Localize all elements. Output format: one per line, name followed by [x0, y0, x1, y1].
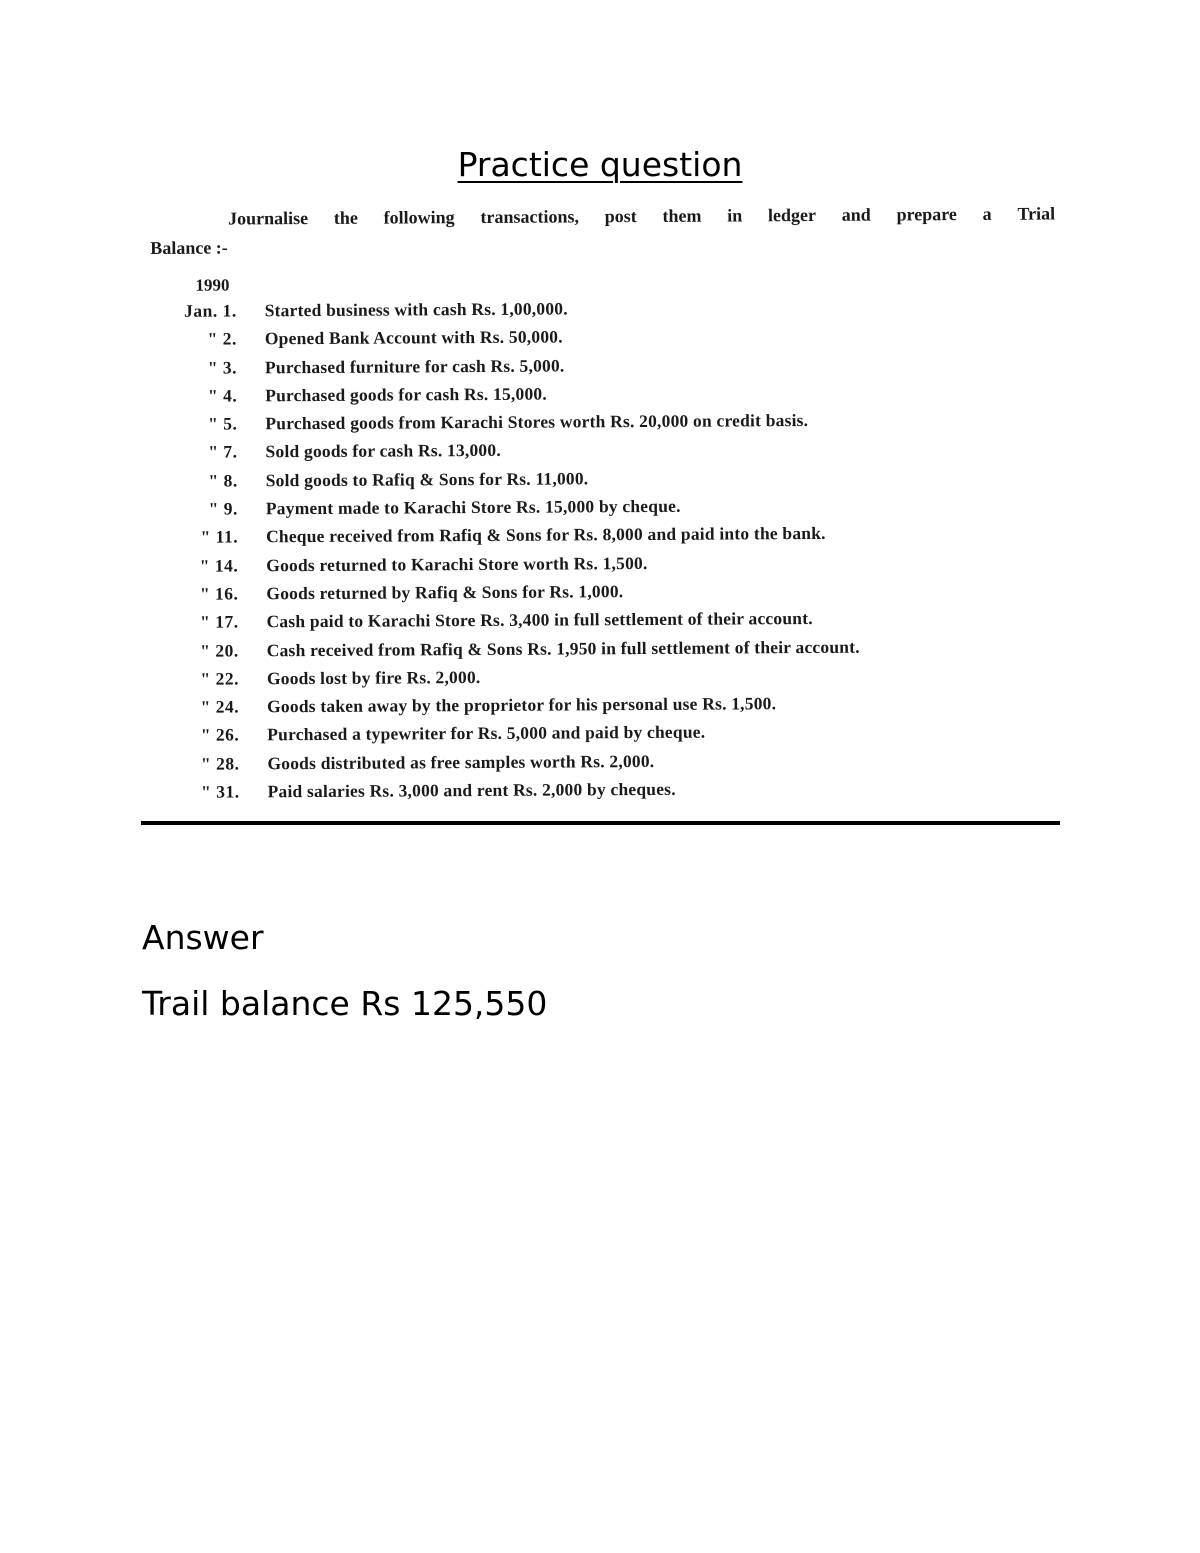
transaction-date: " 9. — [208, 498, 238, 519]
transaction-date: " 26. — [200, 724, 240, 746]
transaction-description: Opened Bank Account with Rs. 50,000. — [264, 326, 563, 349]
transaction-description: Purchased a typewriter for Rs. 5,000 and paid by cheque. — [267, 722, 706, 745]
transaction-date: " 31. — [201, 781, 240, 802]
transaction-list — [151, 295, 1059, 810]
transaction-date: " 5. — [208, 413, 238, 434]
transaction-description: Cash received from Rafiq & Sons Rs. 1,950 in full settlement of their account. — [266, 636, 860, 660]
transaction-date: " 8. — [208, 470, 238, 491]
instruction-word: in — [727, 205, 743, 226]
instruction-word: the — [333, 207, 358, 228]
transaction-description: Payment made to Karachi Store Rs. 15,000 by cheque. — [265, 495, 681, 519]
transaction-date: " 28. — [200, 753, 240, 774]
instruction-word: and — [841, 204, 871, 225]
transaction-description: Goods returned by Rafiq & Sons for Rs. 1,000. — [266, 581, 624, 604]
transaction-date: " 2. — [207, 328, 237, 349]
instruction-word: transactions, — [480, 206, 579, 227]
section-divider — [141, 821, 1060, 825]
transaction-date: " 20. — [200, 640, 239, 661]
instruction-line-2: Balance :- — [150, 237, 228, 258]
transaction-description: Cash paid to Karachi Store Rs. 3,400 in full settlement of their account. — [266, 608, 813, 632]
transaction-date: " 16. — [199, 583, 239, 604]
transaction-description: Goods taken away by the proprietor for his personal use Rs. 1,500. — [267, 693, 777, 717]
transaction-description: Paid salaries Rs. 3,000 and rent Rs. 2,000 by cheques. — [267, 778, 676, 802]
transaction-description: Goods returned to Karachi Store worth Rs. 1,500. — [266, 552, 648, 575]
instruction-word: a — [982, 203, 992, 224]
instruction-word: them — [662, 205, 702, 226]
transaction-description: Purchased goods for cash Rs. 15,000. — [265, 383, 547, 406]
transaction-description: Goods lost by fire Rs. 2,000. — [266, 666, 481, 689]
year-label: 1990 — [195, 275, 230, 295]
transaction-description: Started business with cash Rs. 1,00,000. — [264, 298, 568, 321]
transaction-date: " 24. — [200, 696, 240, 717]
transaction-description: Cheque received from Rafiq & Sons for Rs. 8,000 and paid into the bank. — [265, 523, 826, 547]
answer-heading: Answer — [142, 918, 264, 957]
transaction-date: " 22. — [200, 668, 239, 689]
transaction-date: " 7. — [208, 441, 238, 463]
page-title: Practice question — [457, 145, 743, 184]
transaction-date: Jan. 1. — [183, 300, 237, 321]
transaction-date: " 14. — [199, 555, 239, 576]
transaction-row — [154, 777, 1059, 811]
transaction-description: Sold goods for cash Rs. 13,000. — [265, 440, 501, 462]
instruction-word: post — [604, 206, 637, 227]
transaction-description: Goods distributed as free samples worth Rs. 2,000. — [267, 750, 655, 774]
instruction-word: Trial — [1017, 203, 1056, 224]
transaction-date: " 17. — [200, 611, 239, 632]
instruction-word: prepare — [896, 204, 957, 225]
instruction-word: following — [383, 207, 455, 228]
answer-value: Trail balance Rs 125,550 — [142, 984, 548, 1023]
scanned-question — [150, 197, 1059, 810]
transaction-description: Purchased goods from Karachi Stores worth Rs. 20,000 on credit basis. — [265, 410, 809, 434]
transaction-date: " 3. — [207, 357, 238, 378]
instruction-line-1 — [150, 197, 1055, 235]
transaction-date: " 4. — [207, 385, 238, 406]
instruction-word: Journalise — [228, 208, 309, 229]
transaction-description: Sold goods to Rafiq & Sons for Rs. 11,000. — [265, 468, 589, 491]
transaction-description: Purchased furniture for cash Rs. 5,000. — [264, 355, 565, 377]
transaction-date: " 11. — [200, 526, 239, 548]
instruction-word: ledger — [767, 204, 817, 226]
